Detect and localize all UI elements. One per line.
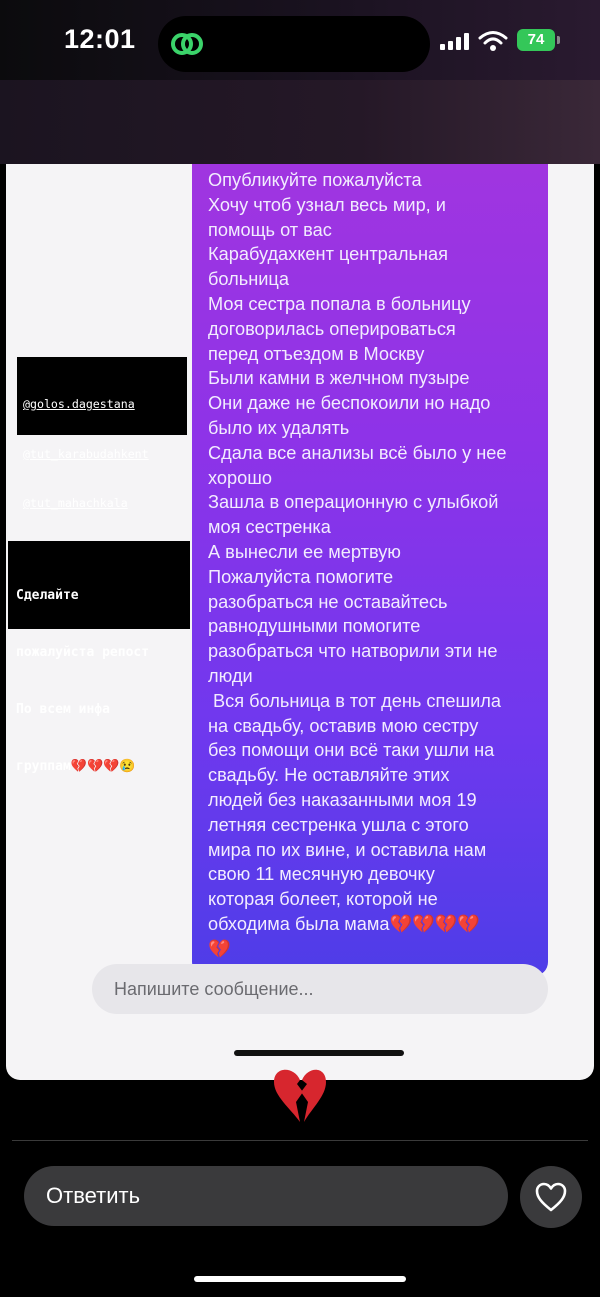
account-tags [17, 357, 187, 510]
message-line: Карабудахкент центральная [208, 244, 448, 265]
repost-note [8, 541, 190, 774]
status-time: 12:01 [64, 24, 136, 54]
message-line: помощь от вас [208, 219, 332, 240]
repost-line: пожалуйста репост [16, 645, 150, 660]
signal-icon [440, 33, 469, 50]
message-line: Были камни в желчном пузыре [208, 368, 470, 389]
divider [12, 1140, 588, 1141]
message-line: Сдала все анализы всё было у нее [208, 442, 507, 463]
message-line: моя сестренка [208, 517, 331, 538]
message-line: которая болеет, которой не [208, 889, 438, 910]
message-line: Они даже не беспокоили но надо [208, 393, 491, 414]
message-line: А вынесли ее мертвую [208, 541, 401, 562]
message-line: людей без наказанными моя 19 [208, 789, 477, 810]
home-indicator [194, 1276, 406, 1282]
message-line: разобраться что натворили эти не [208, 641, 498, 662]
message-line: Вся больница в тот день спешила [208, 690, 501, 711]
message-line: свадьбу. Не оставляйте этих [208, 765, 450, 786]
account-tag[interactable]: @golos.dagestana [23, 397, 135, 411]
message-line: Опубликуйте пожалуйста [208, 170, 422, 190]
status-bar [0, 0, 600, 80]
message-line: больница [208, 269, 289, 290]
message-line: 💔 [208, 938, 231, 959]
message-text [208, 168, 534, 962]
message-line: Моя сестра попала в больницу [208, 293, 471, 314]
message-line: было их удалять [208, 417, 350, 438]
message-line: люди [208, 665, 253, 686]
message-line: без помощи они всё таки ушли на [208, 740, 495, 761]
account-tag[interactable]: @tut_mahachkala [23, 496, 128, 510]
account-tag[interactable]: @tut_karabudahkent [23, 446, 149, 461]
repost-line: Сделайте [16, 588, 79, 603]
message-line: летняя сестренка ушла с этого [208, 814, 469, 835]
message-line: равнодушными помогите [208, 616, 421, 637]
like-button[interactable] [520, 1166, 582, 1228]
story-header-area [0, 80, 600, 164]
repost-line: группам💔💔💔😢 [16, 759, 136, 774]
message-bubble [192, 164, 548, 976]
repost-line: По всем инфа [16, 702, 110, 717]
message-line: перед отъездом в Москву [208, 343, 425, 364]
message-line: Зашла в операционную с улыбкой [208, 492, 499, 513]
wifi-icon [478, 30, 508, 52]
message-line: Пожалуйста помогите [208, 566, 394, 587]
message-line: свою 11 месячную девочку [208, 864, 435, 885]
message-line: Хочу чтоб узнал весь мир, и [208, 194, 446, 215]
message-line: разобраться не оставайтесь [208, 591, 448, 612]
dynamic-island [158, 16, 430, 72]
reply-input[interactable]: Ответить [24, 1166, 508, 1226]
sheet-handle [234, 1050, 404, 1056]
heart-icon [535, 1182, 567, 1212]
broken-heart-icon [272, 1062, 328, 1126]
green-link-icon [170, 28, 204, 60]
message-line: на свадьбу, оставив мою сестру [208, 715, 479, 736]
message-line: обходима была мама💔💔💔💔 [208, 913, 481, 934]
message-line: мира по их вине, и оставила нам [208, 839, 487, 860]
battery-icon: 74 [517, 29, 555, 51]
message-line: договорилась оперироваться [208, 318, 456, 339]
message-input: Напишите сообщение... [92, 964, 548, 1014]
message-line: хорошо [208, 467, 272, 488]
battery-tip [557, 36, 560, 44]
